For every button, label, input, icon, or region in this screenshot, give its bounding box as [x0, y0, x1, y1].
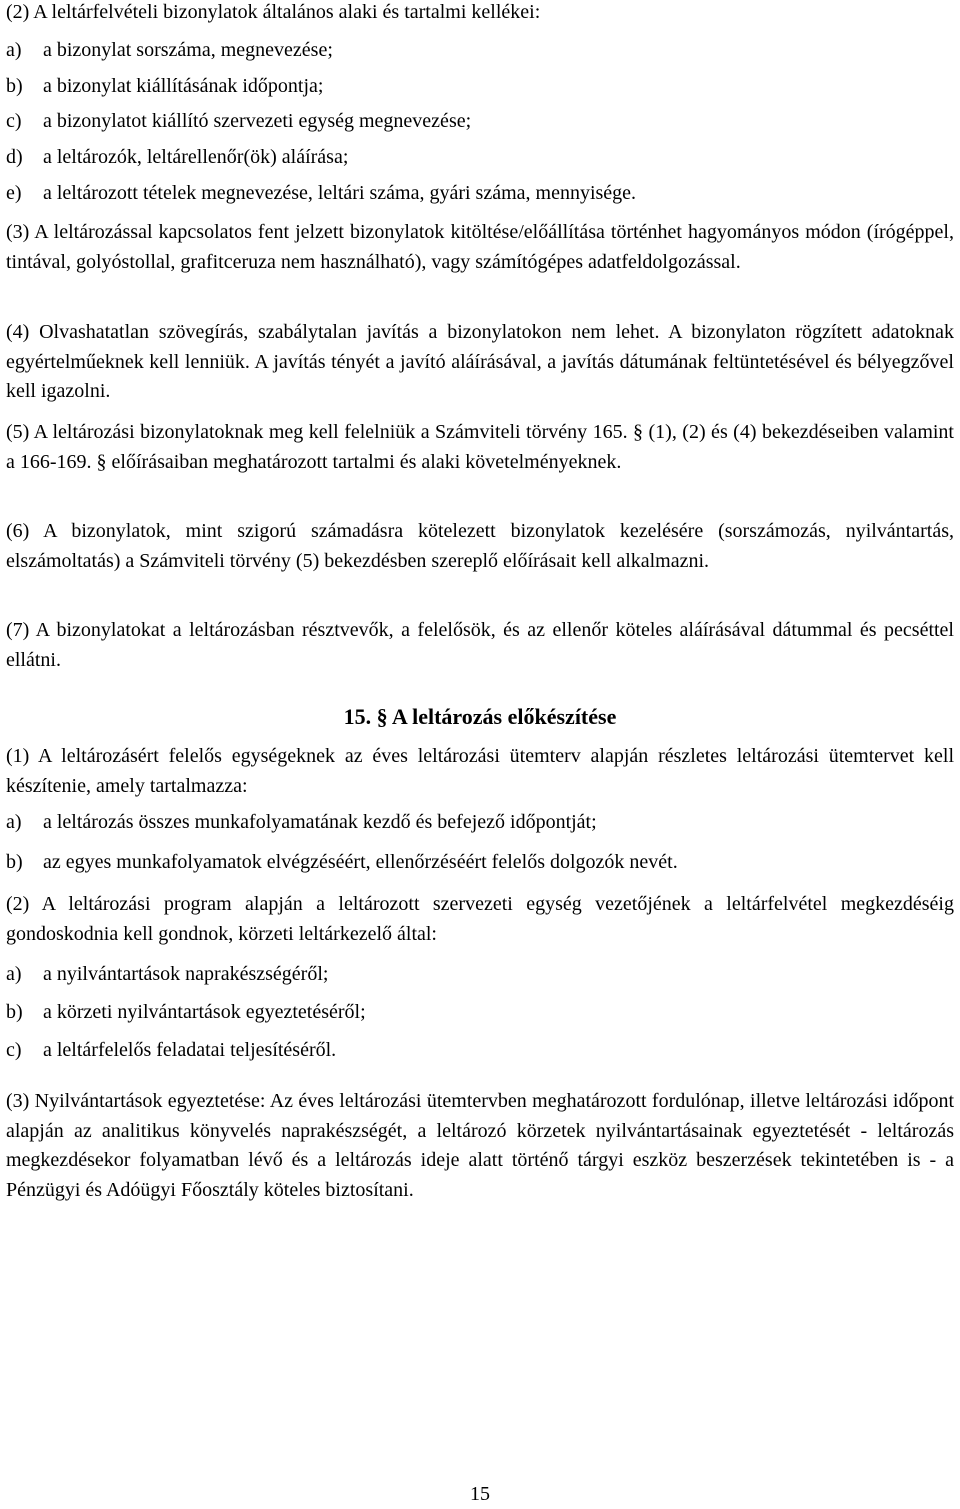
- paragraph-4: (4) Olvashatatlan szövegírás, szabálytalan javítás a bizonylatokon nem lehet. A bizonylaton rögzített adatoknak egyértelműeknek kell lenniük. A javítás tényét a javító aláírásával, a javítás dátumának feltüntetésével és bélyegzővel kell igazolni.: [6, 321, 954, 402]
- list-item-text: az egyes munkafolyamatok elvégzéséért, ellenőrzéséért felelős dolgozók nevét.: [43, 851, 678, 873]
- list-item: [6, 107, 471, 137]
- section-paragraph-2-intro: (2) A leltározási program alapján a leltározott szervezeti egység vezetőjének a leltárfelvétel megkezdéséig gondoskodnia kell gondnok, körzeti leltárkezelő által:: [6, 893, 954, 945]
- list-item: [6, 179, 636, 209]
- list-item-text: a leltározott tételek megnevezése, leltári száma, gyári száma, mennyisége.: [43, 182, 637, 204]
- list-item: [6, 998, 366, 1028]
- list-item: [6, 960, 328, 990]
- list-item-text: a körzeti nyilvántartások egyeztetéséről;: [43, 1001, 366, 1023]
- list-item: [6, 72, 323, 102]
- list-item-text: a nyilvántartások naprakészségéről;: [43, 963, 329, 985]
- paragraph-3: (3) A leltározással kapcsolatos fent jelzett bizonylatok kitöltése/előállítása történhet hagyományos módon (írógéppel, tintával, golyóstollal, grafitceruza nem használható), vagy számítógépes adatfeldolgozással.: [6, 221, 954, 273]
- list-item: [6, 808, 597, 838]
- list-item-label: a): [6, 963, 22, 985]
- list-item-text: a bizonylat kiállításának időpontja;: [43, 75, 324, 97]
- list-item-text: a bizonylat sorszáma, megnevezése;: [43, 39, 333, 61]
- section-paragraph-3: (3) Nyilvántartások egyeztetése: Az éves leltározási ütemtervben meghatározott fordulónap, illetve leltározási időpont alapján az analitikus könyvelés naprakészségét, a leltározó körzetek nyilvántartásainak egyeztetését - leltározás megkezdésekor folyamatban lévő és a leltározás ideje alatt történő tárgyi eszköz beszerzések tekintetében is - a Pénzügyi és Adóügyi Főosztály köteles biztosítani.: [6, 1090, 954, 1201]
- paragraph-5: (5) A leltározási bizonylatoknak meg kell felelniük a Számviteli törvény 165. § (1), (2) és (4) bekezdéseiben valamint a 166-169. § előírásaiban meghatározott tartalmi és alaki követelményeknek.: [6, 421, 954, 473]
- list-item-label: c): [6, 110, 22, 132]
- list-item-label: e): [6, 182, 22, 204]
- list-item-label: b): [6, 851, 23, 873]
- list-item-label: b): [6, 1001, 23, 1023]
- page-number: 15: [470, 1483, 490, 1505]
- list-item: [6, 36, 333, 66]
- paragraph-2-intro: (2) A leltárfelvételi bizonylatok általános alaki és tartalmi kellékei:: [6, 1, 541, 23]
- list-item-label: b): [6, 75, 23, 97]
- list-item-label: a): [6, 39, 22, 61]
- section-paragraph-1-intro: (1) A leltározásért felelős egységeknek az éves leltározási ütemterv alapján részletes leltározási ütemtervet kell készítenie, amely tartalmazza:: [6, 745, 954, 797]
- list-item-text: a bizonylatot kiállító szervezeti egység megnevezése;: [43, 110, 472, 132]
- list-item: [6, 1036, 336, 1066]
- list-item-label: a): [6, 811, 22, 833]
- list-item: [6, 848, 678, 878]
- list-item-text: a leltárfelelős feladatai teljesítéséről.: [43, 1039, 337, 1061]
- section-heading: 15. § A leltározás előkészítése: [343, 704, 617, 729]
- list-item: [6, 143, 348, 173]
- list-item-text: a leltározás összes munkafolyamatának kezdő és befejező időpontját;: [43, 811, 597, 833]
- paragraph-7: (7) A bizonylatokat a leltározásban résztvevők, a felelősök, és az ellenőr köteles aláírásával dátummal és pecséttel ellátni.: [6, 619, 954, 671]
- list-item-text: a leltározók, leltárellenőr(ök) aláírása;: [43, 146, 349, 168]
- list-item-label: d): [6, 146, 23, 168]
- paragraph-6: (6) A bizonylatok, mint szigorú számadásra kötelezett bizonylatok kezelésére (sorszámozás, nyilvántartás, elszámoltatás) a Számviteli törvény (5) bekezdésben szereplő előírásait kell alkalmazni.: [6, 520, 954, 572]
- list-item-label: c): [6, 1039, 22, 1061]
